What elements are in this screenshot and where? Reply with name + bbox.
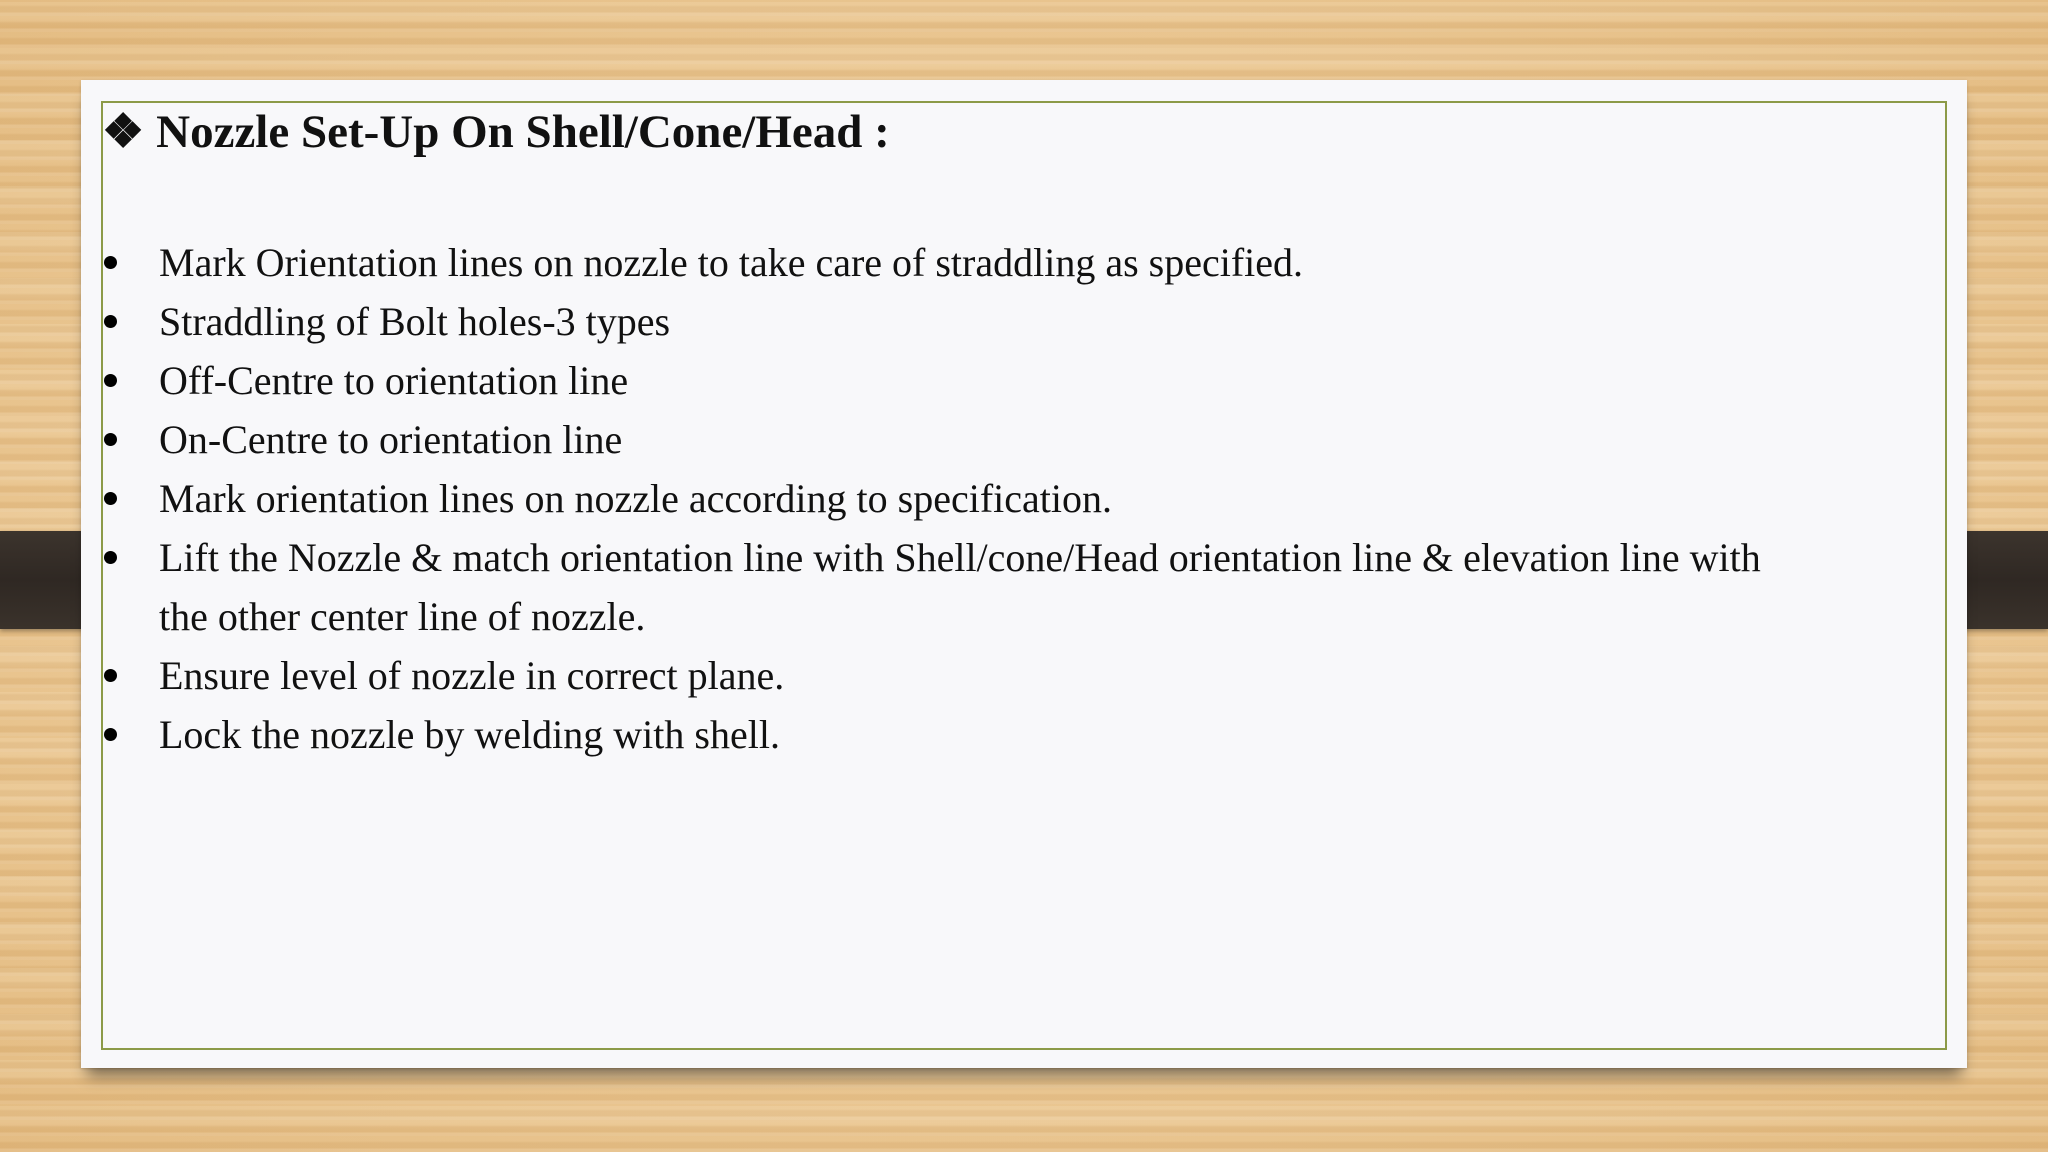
list-item [81,705,1819,764]
list-item [81,351,1819,410]
bullet-list [81,233,1819,764]
bullet-dot-icon [104,728,117,741]
list-item-text: Ensure level of nozzle in correct plane. [159,653,785,698]
list-item-text: Mark orientation lines on nozzle according to specification. [159,476,1113,521]
bullet-dot-icon [104,256,117,269]
list-item [81,646,1819,705]
list-item-text: Lock the nozzle by welding with shell. [159,712,780,757]
slide-title-text: Nozzle Set-Up On Shell/Cone/Head : [156,106,890,158]
bullet-dot-icon [104,433,117,446]
bullet-dot-icon [104,551,117,564]
list-item [81,233,1819,292]
list-item [81,528,1819,646]
list-item-text: Lift the Nozzle & match orientation line with Shell/cone/Head orientation line & elevation line with the other center line of nozzle. [159,535,1761,639]
bullet-dot-icon [104,492,117,505]
bullet-dot-icon [104,374,117,387]
list-item [81,469,1819,528]
bullet-dot-icon [104,669,117,682]
list-item-text: On-Centre to orientation line [159,417,623,462]
diamond-bullet-icon: ❖ [102,106,145,158]
list-item-text: Straddling of Bolt holes-3 types [159,299,671,344]
slide-title [102,104,890,160]
list-item-text: Off-Centre to orientation line [159,358,629,403]
list-item-text: Mark Orientation lines on nozzle to take care of straddling as specified. [159,240,1304,285]
slide-card [81,80,1967,1068]
list-item [81,292,1819,351]
list-item [81,410,1819,469]
bullet-dot-icon [104,315,117,328]
